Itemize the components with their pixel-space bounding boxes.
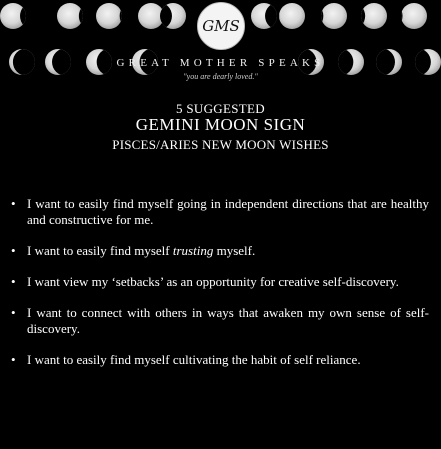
wish-item — [8, 352, 429, 368]
bullet-icon: • — [11, 352, 16, 367]
wish-item — [8, 274, 429, 290]
wish-item — [8, 243, 429, 259]
wish-text: I want to easily find myself — [27, 243, 173, 258]
brand-logo-monogram: GMS — [202, 17, 240, 35]
brand-tagline: "you are dearly loved." — [183, 72, 258, 81]
wish-text: I want view my ‘setbacks’ as an opportunity for creative self-discovery. — [27, 274, 399, 289]
heading-count: 5 SUGGESTED — [176, 101, 265, 116]
brand-name: GREAT MOTHER SPEAKS — [116, 57, 325, 69]
wish-text: I want to connect with others in ways that awaken my own sense of self-discovery. — [27, 305, 429, 336]
heading-subtitle: PISCES/ARIES NEW MOON WISHES — [112, 137, 329, 152]
wish-item — [8, 196, 429, 228]
wish-list — [8, 196, 429, 368]
wish-text-end: myself. — [213, 243, 256, 258]
wish-item — [8, 305, 429, 337]
wish-text: I want to easily find myself cultivating the habit of self reliance. — [27, 352, 361, 367]
wish-text: I want to easily find myself going in independent directions that are healthy and constructive for me. — [27, 196, 429, 227]
brand-logo — [197, 2, 245, 50]
bullet-icon: • — [11, 196, 16, 211]
moon-phase-icon — [0, 2, 47, 29]
bullet-icon: • — [11, 243, 16, 258]
bullet-icon: • — [11, 305, 16, 320]
bullet-icon: • — [11, 274, 16, 289]
heading-title: GEMINI MOON SIGN — [135, 115, 306, 134]
wish-emphasis: trusting — [172, 243, 214, 258]
